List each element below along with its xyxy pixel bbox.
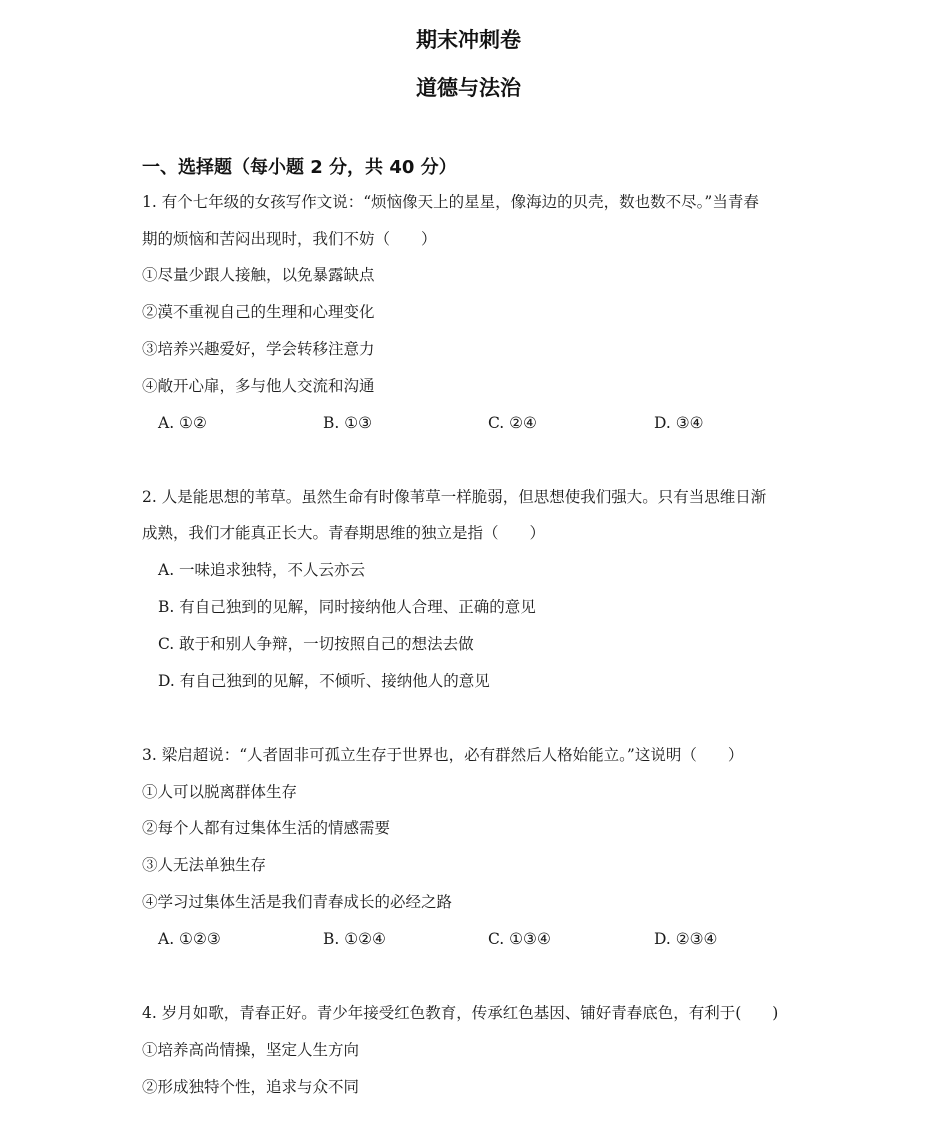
answer-option-d: D. 有自己独到的见解，不倾听、接纳他人的意见 xyxy=(158,672,490,690)
question-text-line: 4. 岁月如歌，青春正好。青少年接受红色教育，传承红色基因、铺好青春底色，有利于( ) xyxy=(142,1004,779,1022)
statement-item: ①人可以脱离群体生存 xyxy=(142,783,298,801)
answer-option-c: C. ①③④ xyxy=(488,930,551,948)
question-text-line: 成熟，我们才能真正长大。青春期思维的独立是指（ ） xyxy=(142,524,546,542)
statement-item: ④敞开心扉，多与他人交流和沟通 xyxy=(142,377,375,395)
statement-item: ②每个人都有过集体生活的情感需要 xyxy=(142,819,391,837)
answer-option-b: B. 有自己独到的见解，同时接纳他人合理、正确的意见 xyxy=(158,598,536,616)
statement-item: ②漠不重视自己的生理和心理变化 xyxy=(142,303,375,321)
question-text-line: 2. 人是能思想的苇草。虽然生命有时像苇草一样脆弱，但思想使我们强大。只有当思维日渐 xyxy=(142,488,767,506)
statement-item: ①培养高尚情操，坚定人生方向 xyxy=(142,1041,360,1059)
question-text-line: 3. 梁启超说：“人者固非可孤立生存于世界也，必有群然后人格始能立。”这说明（ ） xyxy=(142,746,744,764)
statement-item: ②形成独特个性，追求与众不同 xyxy=(142,1078,360,1096)
statement-item: ①尽量少跟人接触，以免暴露缺点 xyxy=(142,266,375,284)
question-text-line: 期的烦恼和苦闷出现时，我们不妨（ ） xyxy=(142,230,437,248)
statement-item: ③人无法单独生存 xyxy=(142,856,267,874)
subject-title: 道德与法治 xyxy=(416,76,521,100)
answer-option-b: B. ①②④ xyxy=(323,930,386,948)
answer-option-a: A. ①②③ xyxy=(158,930,221,948)
answer-option-a: A. 一味追求独特，不人云亦云 xyxy=(158,561,366,579)
question-text-line: 1. 有个七年级的女孩写作文说：“烦恼像天上的星星，像海边的贝壳，数也数不尽。”当青春 xyxy=(142,193,759,211)
statement-item: ③培养兴趣爱好，学会转移注意力 xyxy=(142,340,375,358)
answer-option-d: D. ②③④ xyxy=(654,930,718,948)
answer-option-b: B. ①③ xyxy=(323,414,373,432)
answer-option-d: D. ③④ xyxy=(654,414,704,432)
exam-title: 期末冲刺卷 xyxy=(416,28,521,52)
section-heading: 一、选择题（每小题 2 分，共 40 分） xyxy=(142,157,457,178)
statement-item: ④学习过集体生活是我们青春成长的必经之路 xyxy=(142,893,453,911)
answer-option-c: C. ②④ xyxy=(488,414,537,432)
answer-option-c: C. 敢于和别人争辩，一切按照自己的想法去做 xyxy=(158,635,474,653)
answer-option-a: A. ①② xyxy=(158,414,207,432)
